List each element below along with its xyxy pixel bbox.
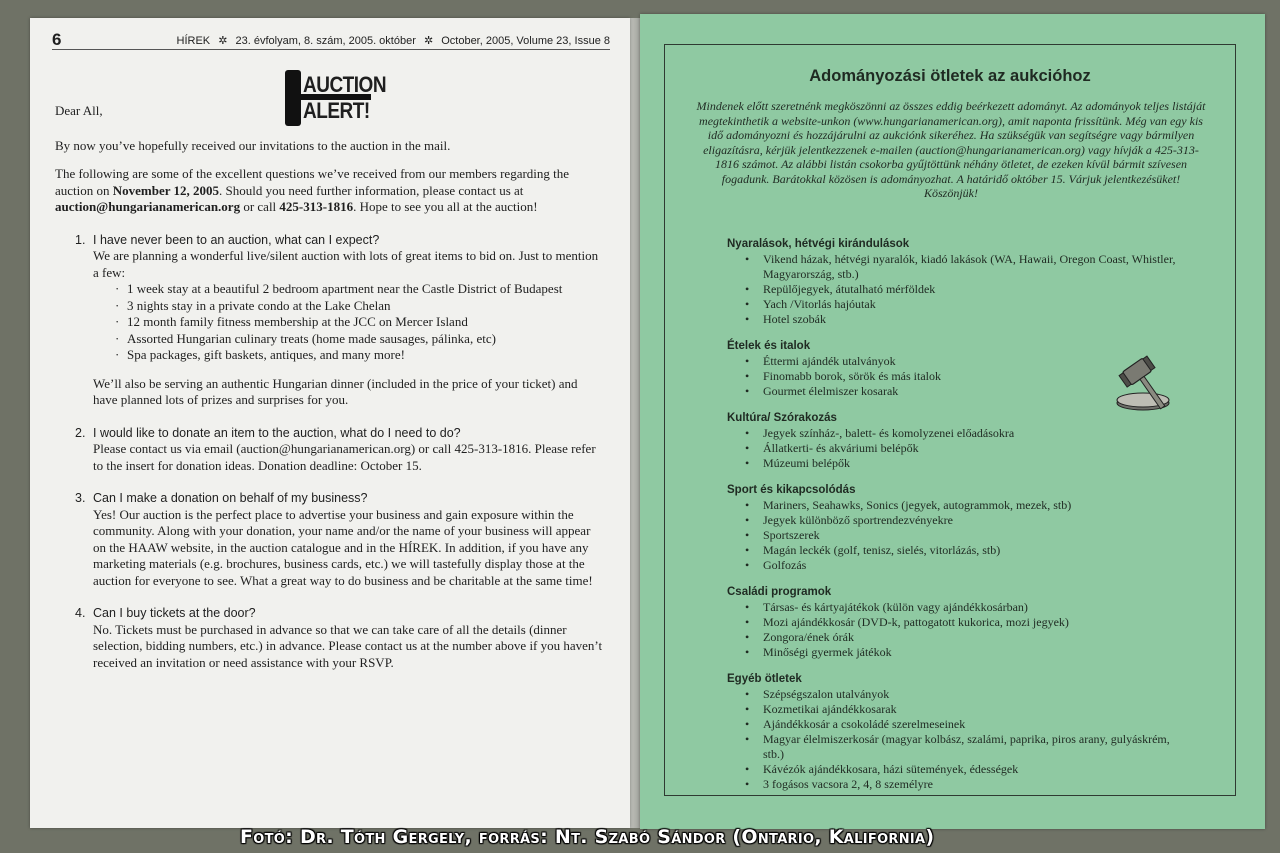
answer-extra: We’ll also be serving an authentic Hungarian dinner (included in the price of your ticket) and have planned lots of prizes and surprises for you.	[93, 375, 578, 407]
question-text: I would like to donate an item to the auction, what do I need to do?	[93, 425, 461, 440]
category-section	[727, 585, 1187, 660]
list-item: · 12 month family fitness membership at the JCC on Mercer Island	[115, 314, 603, 331]
auction-items-list	[93, 281, 603, 364]
question-number: 3.	[75, 491, 86, 505]
auction-date: November 12, 2005	[112, 182, 220, 198]
letter-body	[55, 99, 603, 671]
answer	[75, 248, 603, 409]
category-title: Családi programok	[727, 586, 832, 598]
category-list	[727, 237, 1187, 792]
list-item: • Kávézók ajándékkosara, házi sütemények, édességek	[745, 762, 1187, 777]
list-item: • Vikend házak, hétvégi nyaralók, kiadó lakások (WA, Hawaii, Oregon Coast, Whistler, Magyarország, stb.)	[745, 252, 1187, 282]
list-item: • Éttermi ajándék utalványok	[745, 354, 1187, 369]
list-item: • Sportszerek	[745, 528, 1187, 543]
list-item: • Gourmet élelmiszer kosarak	[745, 384, 1187, 399]
list-item: • Minőségi gyermek játékok	[745, 645, 1187, 660]
category-items	[727, 687, 1187, 792]
list-item: • Finomabb borok, sörök és más italok	[745, 369, 1187, 384]
list-item: • Múzeumi belépők	[745, 456, 1187, 471]
question-3	[75, 490, 603, 589]
list-item: • Hotel szobák	[745, 312, 1187, 327]
category-section	[727, 237, 1187, 327]
category-section	[727, 672, 1187, 792]
question-4	[75, 605, 603, 671]
question-title	[75, 605, 603, 622]
list-item: • Társas- és kártyajátékok (külön vagy ajándékkosárban)	[745, 600, 1187, 615]
question-2	[75, 425, 603, 475]
list-item: • Magyar élelmiszerkosár (magyar kolbász, szalámi, paprika, piros arany, gulyáskrém, stb.)	[745, 732, 1187, 762]
category-items	[727, 426, 1187, 471]
photo-caption: Fotó: Dr. Tóth Gergely, forrás: Nt. Szabó Sándor (Ontario, Kalifornia)	[240, 826, 935, 848]
list-item: • Golfozás	[745, 558, 1187, 573]
p2-text-b: . Should you need further information, please contact us at	[219, 182, 524, 198]
category-title: Nyaralások, hétvégi kirándulások	[727, 238, 910, 250]
p2-text-a: The following are some of the excellent questions we’ve received from our members regarding the auction on	[55, 166, 570, 198]
list-item: • Ajándékkosár a csokoládé szerelmeseinek	[745, 717, 1187, 732]
list-item: · Spa packages, gift baskets, antiques, and many more!	[115, 347, 603, 364]
list-item: • 3 fogásos vacsora 2, 4, 8 személyre	[745, 777, 1187, 792]
list-item: • Magán leckék (golf, tenisz, sielés, vitorlázás, stb)	[745, 543, 1187, 558]
donation-ideas-box	[664, 44, 1236, 796]
greeting: Dear All,	[55, 103, 103, 118]
page-header	[52, 30, 610, 50]
logo-line-2: ALERT!	[303, 99, 370, 124]
question-title	[75, 232, 603, 249]
category-title: Ételek és italok	[727, 340, 811, 352]
donation-intro: Mindenek előtt szeretnénk megköszönni az összes eddig beérkezett adományt. Az adományok teljes listáját megtekinthetik a website-unkon (www.hungarianamerican.org), amit naponta frissítünk. Még van egy kis idő adományozni és hozzájárulni az aukciónk sikeréhez. Ha szükségük van segítségre vagy bármilyen eligazításra, kérjük jelentkezzenek e-mailen (auction@hungarianamerican.org) vagy hívják a 425-313-1816 számot. Az alábbi listán csokorba gyűjtöttünk néhány ötletet, de ezeken kívül bármit szívesen fogadunk. Barátokkal közösen is adományozhat. A határidő október 15. Várjuk jelentkezésüket! Köszönjük!	[696, 99, 1206, 200]
category-title: Sport és kikapcsolódás	[727, 484, 856, 496]
question-text: Can I buy tickets at the door?	[93, 606, 256, 620]
answer-text: We are planning a wonderful live/silent auction with lots of great items to bid on. Just to mention a few:	[93, 248, 599, 280]
header-hungarian: 23. évfolyam, 8. szám, 2005. október	[235, 35, 416, 47]
list-item: • Állatkerti- és akváriumi belépők	[745, 441, 1187, 456]
contact-email: auction@hungarianamerican.org	[55, 199, 241, 214]
category-items	[727, 498, 1187, 573]
left-page	[30, 18, 630, 828]
list-item: • Kozmetikai ajándékkosarak	[745, 702, 1187, 717]
list-item: • Szépségszalon utalványok	[745, 687, 1187, 702]
question-number: 4.	[75, 606, 86, 620]
answer: Please contact us via email (auction@hungarianamerican.org) or call 425-313-1816. Please refer to the insert for donation ideas. Donation deadline: October 15.	[93, 441, 596, 473]
list-item: • Zongora/ének órák	[745, 630, 1187, 645]
category-title: Kultúra/ Szórakozás	[727, 412, 837, 424]
question-text: Can I make a donation on behalf of my business?	[93, 491, 368, 505]
list-item: • Jegyek színház-, balett- és komolyzenei előadásokra	[745, 426, 1187, 441]
header-title: HÍREK	[176, 35, 211, 47]
list-item: • Repülőjegyek, átutalható mérföldek	[745, 282, 1187, 297]
question-number: 1.	[75, 232, 86, 247]
category-items	[727, 600, 1187, 660]
answer: Yes! Our auction is the perfect place to advertise your business and gain exposure within the community. Along with your donation, your name and/or the name of your business will appear on the HAAW website, in the auction catalogue and in the HÍREK. In addition, if you have any marketing materials (e.g. brochures, business cards, etc.) we will tastefully display those at the auction for everyone to see. What a great way to do business and be charitable at the same time!	[93, 506, 593, 588]
category-items	[727, 252, 1187, 327]
list-item: · 1 week stay at a beautiful 2 bedroom apartment near the Castle District of Budapest	[115, 281, 603, 298]
list-item: • Yach /Vitorlás hajóutak	[745, 297, 1187, 312]
answer: No. Tickets must be purchased in advance so that we can take care of all the details (dinner selection, bidding numbers, etc.) in advance. Please contact us at the number above if you haven’t received an invitation or need assistance with your RSVP.	[93, 621, 603, 670]
list-item: · Assorted Hungarian culinary treats (home made sausages, pálinka, etc)	[115, 331, 603, 348]
donation-title: Adományozási ötletek az aukcióhoz	[809, 67, 1091, 85]
right-page	[640, 14, 1265, 829]
question-number: 2.	[75, 425, 86, 440]
question-title	[75, 425, 603, 442]
header-separator: ✲	[423, 35, 434, 47]
question-title	[75, 490, 603, 507]
logo-line-1: AUCTION	[303, 73, 387, 98]
gavel-icon	[1113, 343, 1185, 415]
list-item: · 3 nights stay in a private condo at the Lake Chelan	[115, 298, 603, 315]
list-item: • Jegyek különböző sportrendezvényekre	[745, 513, 1187, 528]
header-english: October, 2005, Volume 23, Issue 8	[441, 35, 610, 47]
paragraph-1: By now you’ve hopefully received our invitations to the auction in the mail.	[55, 137, 451, 153]
list-item: • Mariners, Seahawks, Sonics (jegyek, autogrammok, mezek, stb)	[745, 498, 1187, 513]
paragraph-2	[55, 166, 603, 216]
p2-text-c: or call	[240, 199, 280, 214]
list-item: • Mozi ajándékkosár (DVD-k, pattogatott kukorica, mozi jegyek)	[745, 615, 1187, 630]
p2-text-d: . Hope to see you all at the auction!	[353, 199, 538, 214]
question-text: I have never been to an auction, what can I expect?	[93, 232, 380, 247]
category-section	[727, 411, 1187, 471]
category-title: Egyéb ötletek	[727, 673, 802, 685]
category-section	[727, 483, 1187, 573]
contact-phone: 425-313-1816	[279, 199, 354, 214]
header-separator: ✲	[218, 35, 228, 47]
page-number: 6	[52, 30, 62, 49]
question-1	[75, 232, 603, 409]
header-text	[177, 34, 610, 47]
